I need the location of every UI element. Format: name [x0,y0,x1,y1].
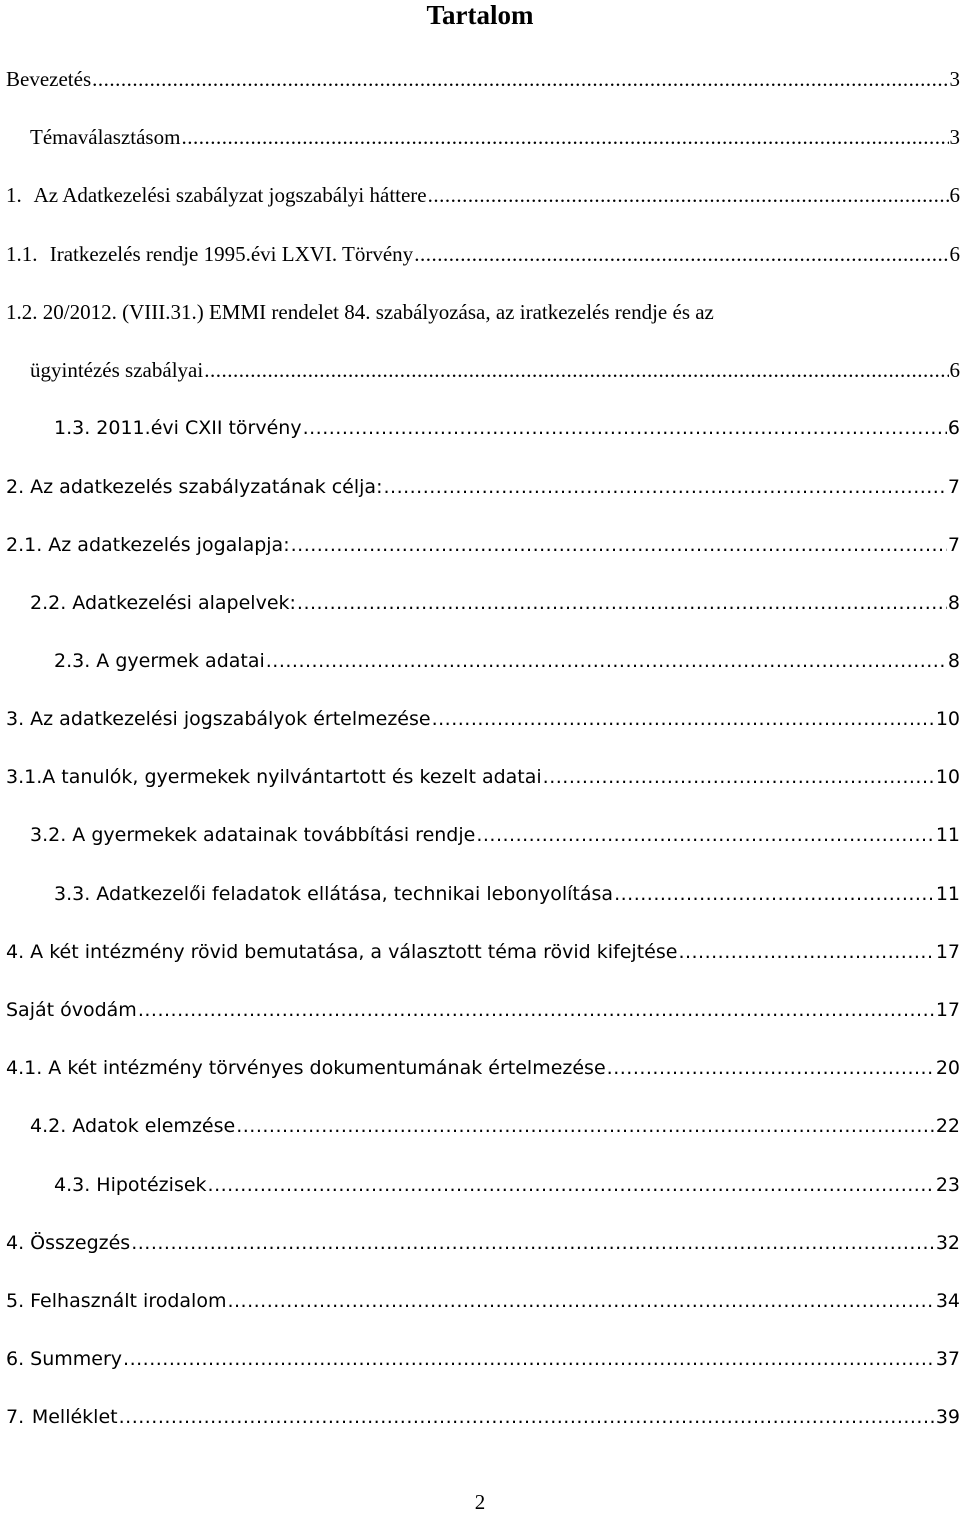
toc-entry-2-3[interactable] [54,645,960,677]
toc-entry-4-osszegzes[interactable] [6,1227,960,1259]
toc-entry-1-2[interactable] [6,296,960,328]
toc-leader-dots [414,238,948,270]
toc-entry-4[interactable] [6,936,960,968]
toc-leader-dots [476,819,934,851]
toc-entry-bevezetes[interactable] [6,63,960,95]
toc-leader-dots [119,1401,935,1433]
toc-page-number: 34 [935,1290,960,1312]
toc-entry-text: 3.3. Adatkezelői feladatok ellátása, technikai lebonyolítása [54,883,614,905]
toc-page-number: 7 [947,534,960,556]
toc-leader-dots [678,936,934,968]
toc-page-number: 23 [935,1174,960,1196]
toc-entry-text: Bevezetés [6,67,92,91]
toc-leader-dots [607,1052,935,1084]
toc-leader-dots [204,354,948,386]
toc-page-number: 39 [935,1406,960,1428]
toc-entry-temavalasztasom[interactable] [30,121,960,153]
toc-page-number: 11 [935,824,960,846]
toc-page-number: 8 [947,592,960,614]
toc-entry-number: 7. [6,1406,25,1428]
toc-entry-text: 2.1. Az adatkezelés jogalapja: [6,534,290,556]
toc-entry-number: 1. [6,183,22,207]
toc-leader-dots [383,471,946,503]
toc-page-number: 6 [947,417,960,439]
toc-entry-text: 1.3. 2011.évi CXII törvény [54,417,302,439]
toc-page-number: 22 [935,1115,960,1137]
toc-page-number: 32 [935,1232,960,1254]
toc-entry-number: 1.1. [6,242,38,266]
toc-leader-dots [432,703,935,735]
toc-entry-text: 2. Az adatkezelés szabályzatának célja: [6,476,383,498]
toc-page-number: 6 [949,358,960,382]
toc-entry-text: 4.3. Hipotézisek [54,1174,207,1196]
toc-page-number: 3 [949,67,960,91]
toc-entry-text: 4.2. Adatok elemzése [30,1115,236,1137]
toc-entry-4-1[interactable] [6,1052,960,1084]
toc-leader-dots [291,529,947,561]
toc-entry-text: Az Adatkezelési szabályzat jogszabályi háttere [33,183,427,207]
toc-entry-2[interactable] [6,471,960,503]
toc-leader-dots [236,1110,935,1142]
toc-entry-1-3[interactable] [54,412,960,444]
toc-entry-6[interactable] [6,1343,960,1375]
toc-page-number: 6 [949,242,960,266]
toc-page-number: 10 [935,766,960,788]
toc-entry-1[interactable] [6,179,960,211]
toc-page-number: 8 [947,650,960,672]
toc-entry-text: 3.2. A gyermekek adatainak továbbítási rendje [30,824,476,846]
toc-entry-text: 2.3. A gyermek adatai [54,650,265,672]
toc-entry-4-3[interactable] [54,1169,960,1201]
toc-entry-text: 6. Summery [6,1348,123,1370]
toc-entry-3-3[interactable] [54,878,960,910]
toc-entry-text: 4. A két intézmény rövid bemutatása, a választott téma rövid kifejtése [6,941,678,963]
toc-leader-dots [303,412,947,444]
toc-leader-dots [208,1169,935,1201]
toc-leader-dots [131,1227,935,1259]
page-number: 2 [474,1490,486,1514]
toc-leader-dots [123,1343,935,1375]
toc-entry-2-1[interactable] [6,529,960,561]
toc-leader-dots [266,645,947,677]
toc-leader-dots [614,878,935,910]
toc-entry-3-1[interactable] [6,761,960,793]
toc-page-number: 20 [935,1057,960,1079]
toc-entry-text: Saját óvodám [6,999,137,1021]
toc-leader-dots [227,1285,934,1317]
toc-entry-1-1[interactable] [6,238,960,270]
toc-entry-7[interactable] [6,1401,960,1433]
toc-page-number: 6 [949,183,960,207]
toc-entry-text: 5. Felhasznált irodalom [6,1290,227,1312]
toc-entry-sajat-ovodam[interactable] [6,994,960,1026]
toc-page-number: 17 [935,941,960,963]
toc-entry-text: ügyintézés szabályai [30,358,204,382]
toc-entry-1-2-continued[interactable] [30,354,960,386]
toc-entry-text: Témaválasztásom [30,125,181,149]
toc-entry-text: 4.1. A két intézmény törvényes dokumentumának értelmezése [6,1057,606,1079]
toc-entry-text: 2.2. Adatkezelési alapelvek: [30,592,296,614]
page-title: Tartalom [426,0,534,30]
toc-leader-dots [543,761,935,793]
toc-page-number: 37 [935,1348,960,1370]
toc-leader-dots [92,63,948,95]
toc-page-number: 11 [935,883,960,905]
toc-entry-text: Iratkezelés rendje 1995.évi LXVI. Törvény [49,242,414,266]
toc-entry-3-2[interactable] [30,819,960,851]
toc-entry-text: Melléklet [31,1406,118,1428]
toc-entry-text: 3. Az adatkezelési jogszabályok értelmezése [6,708,431,730]
toc-page-number: 3 [949,125,960,149]
toc-entry-5[interactable] [6,1285,960,1317]
toc-page-number: 7 [947,476,960,498]
toc-entry-text: 1.2. 20/2012. (VIII.31.) EMMI rendelet 84. szabályozása, az iratkezelés rendje és az [6,300,714,324]
toc-page-number: 17 [935,999,960,1021]
toc-entry-text: 4. Összegzés [6,1232,131,1254]
toc-entry-3[interactable] [6,703,960,735]
toc-leader-dots [297,587,947,619]
toc-page-number: 10 [935,708,960,730]
toc-leader-dots [138,994,935,1026]
toc-leader-dots [181,121,948,153]
toc-entry-text: 3.1.A tanulók, gyermekek nyilvántartott és kezelt adatai [6,766,542,788]
toc-entry-2-2[interactable] [30,587,960,619]
toc-entry-4-2[interactable] [30,1110,960,1142]
toc-leader-dots [428,179,949,211]
